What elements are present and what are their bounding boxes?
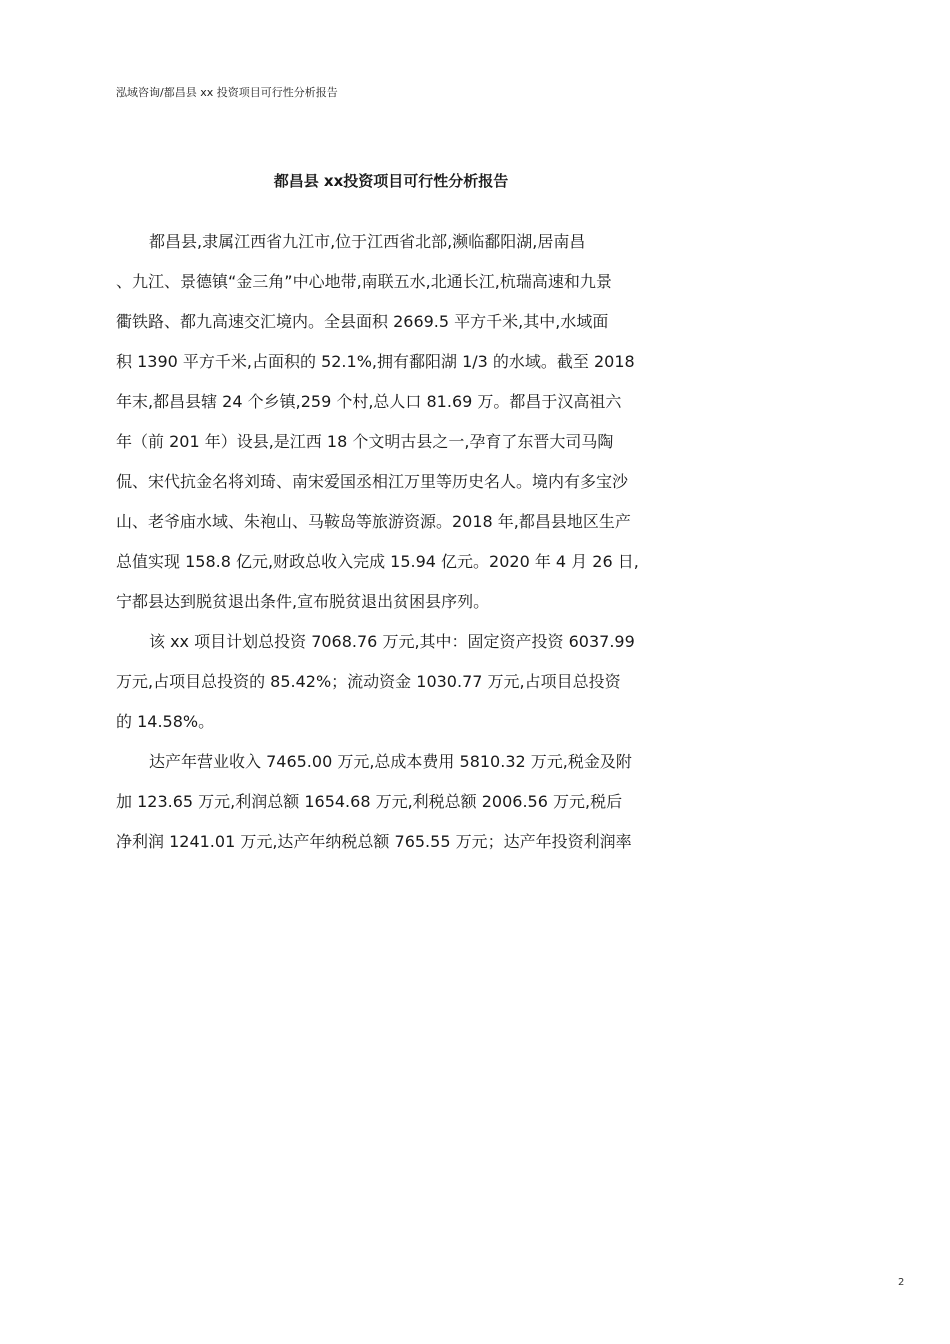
text-line: 侃、宋代抗金名将刘琦、南宋爱国丞相江万里等历史名人。境内有多宝沙 [116,472,629,491]
text-line: 万元,占项目总投资的 85.42%；流动资金 1030.77 万元,占项目总投资 [116,672,621,691]
text-line: 的 14.58%。 [116,712,215,731]
text-line: 衢铁路、都九高速交汇境内。全县面积 2669.5 平方千米,其中,水域面 [116,312,609,331]
page-number: 2 [898,1277,905,1288]
paragraph-overview [116,228,676,628]
text-line: 都昌县,隶属江西省九江市,位于江西省北部,濒临鄱阳湖,居南昌 [149,232,586,251]
text-line: 年末,都昌县辖 24 个乡镇,259 个村,总人口 81.69 万。都昌于汉高祖六 [116,392,622,411]
running-header: 泓域咨询/都昌县 xx 投资项目可行性分析报告 [116,86,338,99]
text-line: 宁都县达到脱贫退出条件,宣布脱贫退出贫困县序列。 [116,592,490,611]
text-line: 积 1390 平方千米,占面积的 52.1%,拥有鄱阳湖 1/3 的水域。截至 2018 [116,352,635,371]
paragraph-revenue [116,748,676,868]
paragraph-investment [116,628,676,748]
text-line: 总值实现 158.8 亿元,财政总收入完成 15.94 亿元。2020 年 4 月 26 日, [116,552,639,571]
report-title: 都昌县 xx投资项目可行性分析报告 [273,172,509,190]
text-line: 山、老爷庙水域、朱袍山、马鞍岛等旅游资源。2018 年,都昌县地区生产 [116,512,631,531]
body-text [116,228,676,868]
text-line: 加 123.65 万元,利润总额 1654.68 万元,利税总额 2006.56 万元,税后 [116,792,623,811]
text-line: 达产年营业收入 7465.00 万元,总成本费用 5810.32 万元,税金及附 [149,752,632,771]
text-line: 年（前 201 年）设县,是江西 18 个文明古县之一,孕育了东晋大司马陶 [116,432,614,451]
text-line: 、九江、景德镇“金三角”中心地带,南联五水,北通长江,杭瑞高速和九景 [116,272,612,291]
text-line: 净利润 1241.01 万元,达产年纳税总额 765.55 万元；达产年投资利润率 [116,832,632,851]
text-line: 该 xx 项目计划总投资 7068.76 万元,其中：固定资产投资 6037.99 [149,632,635,651]
